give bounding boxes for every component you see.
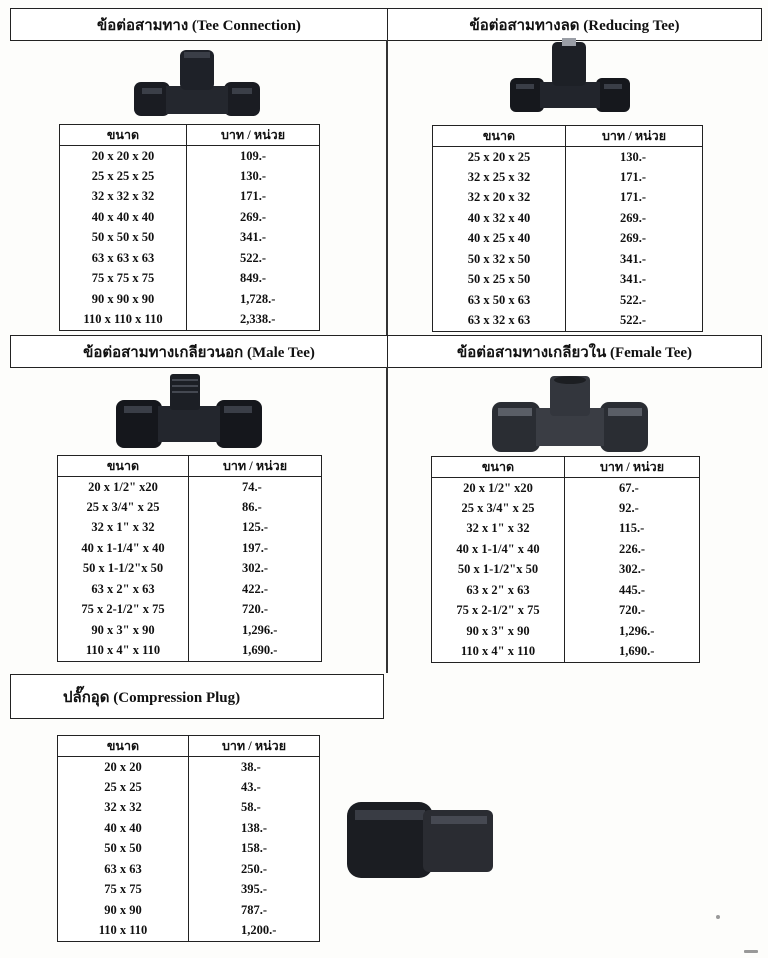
size-cell: 25 x 3/4" x 25 <box>432 498 565 519</box>
male-tee-photo <box>114 372 264 452</box>
price-cell: 302.- <box>189 559 322 580</box>
female-tee-price-table <box>431 456 700 663</box>
price-cell: 787.- <box>189 900 320 921</box>
column-header-price: บาท / หน่วย <box>566 126 703 147</box>
size-cell: 32 x 1" x 32 <box>432 519 565 540</box>
table-row <box>58 477 322 498</box>
size-cell: 110 x 110 x 110 <box>60 310 187 331</box>
size-cell: 40 x 1-1/4" x 40 <box>58 538 189 559</box>
size-cell: 63 x 63 <box>58 859 189 880</box>
size-cell: 50 x 32 x 50 <box>433 249 566 270</box>
table-row <box>58 839 320 860</box>
size-cell: 63 x 2" x 63 <box>432 580 565 601</box>
table-row <box>58 921 320 942</box>
table-row <box>58 538 322 559</box>
price-cell: 1,200.- <box>189 921 320 942</box>
compression-plug-title: ปลั๊กอุด (Compression Plug) <box>10 674 384 719</box>
table-row <box>60 187 320 208</box>
price-cell: 1,296.- <box>189 620 322 641</box>
tee-connection-price-table <box>59 124 320 331</box>
size-cell: 50 x 50 x 50 <box>60 228 187 249</box>
column-header-price: บาท / หน่วย <box>187 125 320 146</box>
size-cell: 20 x 1/2" x20 <box>432 478 565 499</box>
size-cell: 50 x 50 <box>58 839 189 860</box>
price-cell: 720.- <box>565 601 700 622</box>
size-cell: 40 x 1-1/4" x 40 <box>432 539 565 560</box>
table-row <box>432 642 700 663</box>
female-tee-title: ข้อต่อสามทางเกลียวใน (Female Tee) <box>387 335 762 368</box>
size-cell: 40 x 32 x 40 <box>433 208 566 229</box>
table-row <box>58 620 322 641</box>
table-row <box>60 207 320 228</box>
price-cell: 522.- <box>566 311 703 332</box>
price-cell: 38.- <box>189 757 320 778</box>
price-cell: 522.- <box>566 290 703 311</box>
table-row <box>432 621 700 642</box>
price-cell: 86.- <box>189 497 322 518</box>
price-cell: 158.- <box>189 839 320 860</box>
table-row <box>58 880 320 901</box>
size-cell: 110 x 4" x 110 <box>432 642 565 663</box>
price-cell: 197.- <box>189 538 322 559</box>
price-cell: 422.- <box>189 579 322 600</box>
table-row <box>433 249 703 270</box>
table-row <box>60 289 320 310</box>
size-cell: 32 x 25 x 32 <box>433 167 566 188</box>
compression-plug-price-table <box>57 735 320 942</box>
price-cell: 130.- <box>187 166 320 187</box>
size-cell: 90 x 3" x 90 <box>58 620 189 641</box>
size-cell: 20 x 1/2" x20 <box>58 477 189 498</box>
size-cell: 32 x 1" x 32 <box>58 518 189 539</box>
price-cell: 269.- <box>566 229 703 250</box>
size-cell: 90 x 3" x 90 <box>432 621 565 642</box>
price-cell: 171.- <box>187 187 320 208</box>
price-cell: 1,690.- <box>189 641 322 662</box>
size-cell: 75 x 75 x 75 <box>60 269 187 290</box>
size-cell: 110 x 4" x 110 <box>58 641 189 662</box>
price-cell: 269.- <box>187 207 320 228</box>
size-cell: 25 x 20 x 25 <box>433 147 566 168</box>
price-cell: 109.- <box>187 146 320 167</box>
tee-connection-photo <box>132 48 262 120</box>
size-cell: 32 x 32 <box>58 798 189 819</box>
column-divider <box>386 367 388 673</box>
male-tee-price-table <box>57 455 322 662</box>
table-row <box>433 208 703 229</box>
table-row <box>58 757 320 778</box>
size-cell: 90 x 90 <box>58 900 189 921</box>
table-row <box>58 579 322 600</box>
table-row <box>433 290 703 311</box>
column-header-size: ขนาด <box>58 456 189 477</box>
table-row <box>433 311 703 332</box>
price-cell: 1,728.- <box>187 289 320 310</box>
size-cell: 50 x 1-1/2"x 50 <box>432 560 565 581</box>
scan-speck <box>744 950 758 953</box>
female-tee-photo <box>490 374 650 456</box>
size-cell: 40 x 25 x 40 <box>433 229 566 250</box>
price-cell: 720.- <box>189 600 322 621</box>
table-row <box>58 818 320 839</box>
table-row <box>58 600 322 621</box>
price-cell: 226.- <box>565 539 700 560</box>
column-divider <box>386 40 388 336</box>
tee-connection-title: ข้อต่อสามทาง (Tee Connection) <box>10 8 388 41</box>
price-cell: 171.- <box>566 167 703 188</box>
size-cell: 75 x 2-1/2" x 75 <box>58 600 189 621</box>
column-header-price: บาท / หน่วย <box>189 456 322 477</box>
table-row <box>58 900 320 921</box>
price-cell: 92.- <box>565 498 700 519</box>
price-cell: 67.- <box>565 478 700 499</box>
reducing-tee-title: ข้อต่อสามทางลด (Reducing Tee) <box>387 8 762 41</box>
column-header-size: ขนาด <box>60 125 187 146</box>
price-cell: 849.- <box>187 269 320 290</box>
price-cell: 395.- <box>189 880 320 901</box>
scan-speck <box>716 915 720 919</box>
size-cell: 110 x 110 <box>58 921 189 942</box>
table-row <box>60 228 320 249</box>
table-row <box>432 601 700 622</box>
table-row <box>432 539 700 560</box>
price-cell: 74.- <box>189 477 322 498</box>
table-row <box>60 248 320 269</box>
size-cell: 63 x 50 x 63 <box>433 290 566 311</box>
size-cell: 63 x 32 x 63 <box>433 311 566 332</box>
price-cell: 2,338.- <box>187 310 320 331</box>
table-row <box>433 167 703 188</box>
table-row <box>433 270 703 291</box>
table-row <box>432 478 700 499</box>
size-cell: 25 x 25 <box>58 777 189 798</box>
size-cell: 32 x 32 x 32 <box>60 187 187 208</box>
table-row <box>58 777 320 798</box>
table-row <box>432 580 700 601</box>
price-cell: 130.- <box>566 147 703 168</box>
reducing-tee-photo <box>508 38 632 116</box>
table-row <box>58 859 320 880</box>
price-cell: 1,690.- <box>565 642 700 663</box>
size-cell: 75 x 2-1/2" x 75 <box>432 601 565 622</box>
price-cell: 341.- <box>566 249 703 270</box>
size-cell: 20 x 20 x 20 <box>60 146 187 167</box>
table-row <box>432 519 700 540</box>
size-cell: 90 x 90 x 90 <box>60 289 187 310</box>
price-cell: 115.- <box>565 519 700 540</box>
size-cell: 40 x 40 x 40 <box>60 207 187 228</box>
table-row <box>60 310 320 331</box>
compression-plug-photo <box>345 792 497 882</box>
table-row <box>432 560 700 581</box>
reducing-tee-price-table <box>432 125 703 332</box>
column-header-size: ขนาด <box>432 457 565 478</box>
price-cell: 138.- <box>189 818 320 839</box>
column-header-size: ขนาด <box>433 126 566 147</box>
price-cell: 522.- <box>187 248 320 269</box>
size-cell: 50 x 25 x 50 <box>433 270 566 291</box>
price-cell: 269.- <box>566 208 703 229</box>
column-header-price: บาท / หน่วย <box>565 457 700 478</box>
table-row <box>58 641 322 662</box>
price-cell: 341.- <box>566 270 703 291</box>
price-cell: 250.- <box>189 859 320 880</box>
table-row <box>58 518 322 539</box>
size-cell: 32 x 20 x 32 <box>433 188 566 209</box>
price-cell: 58.- <box>189 798 320 819</box>
price-cell: 1,296.- <box>565 621 700 642</box>
size-cell: 25 x 3/4" x 25 <box>58 497 189 518</box>
size-cell: 75 x 75 <box>58 880 189 901</box>
table-row <box>58 798 320 819</box>
size-cell: 40 x 40 <box>58 818 189 839</box>
price-cell: 125.- <box>189 518 322 539</box>
price-cell: 341.- <box>187 228 320 249</box>
table-row <box>60 146 320 167</box>
table-row <box>433 188 703 209</box>
column-header-size: ขนาด <box>58 736 189 757</box>
size-cell: 63 x 2" x 63 <box>58 579 189 600</box>
size-cell: 25 x 25 x 25 <box>60 166 187 187</box>
size-cell: 63 x 63 x 63 <box>60 248 187 269</box>
price-cell: 302.- <box>565 560 700 581</box>
table-row <box>60 269 320 290</box>
table-row <box>60 166 320 187</box>
table-row <box>58 559 322 580</box>
male-tee-title: ข้อต่อสามทางเกลียวนอก (Male Tee) <box>10 335 388 368</box>
column-header-price: บาท / หน่วย <box>189 736 320 757</box>
table-row <box>432 498 700 519</box>
price-cell: 43.- <box>189 777 320 798</box>
table-row <box>433 229 703 250</box>
size-cell: 20 x 20 <box>58 757 189 778</box>
size-cell: 50 x 1-1/2"x 50 <box>58 559 189 580</box>
price-cell: 171.- <box>566 188 703 209</box>
table-row <box>433 147 703 168</box>
price-cell: 445.- <box>565 580 700 601</box>
table-row <box>58 497 322 518</box>
